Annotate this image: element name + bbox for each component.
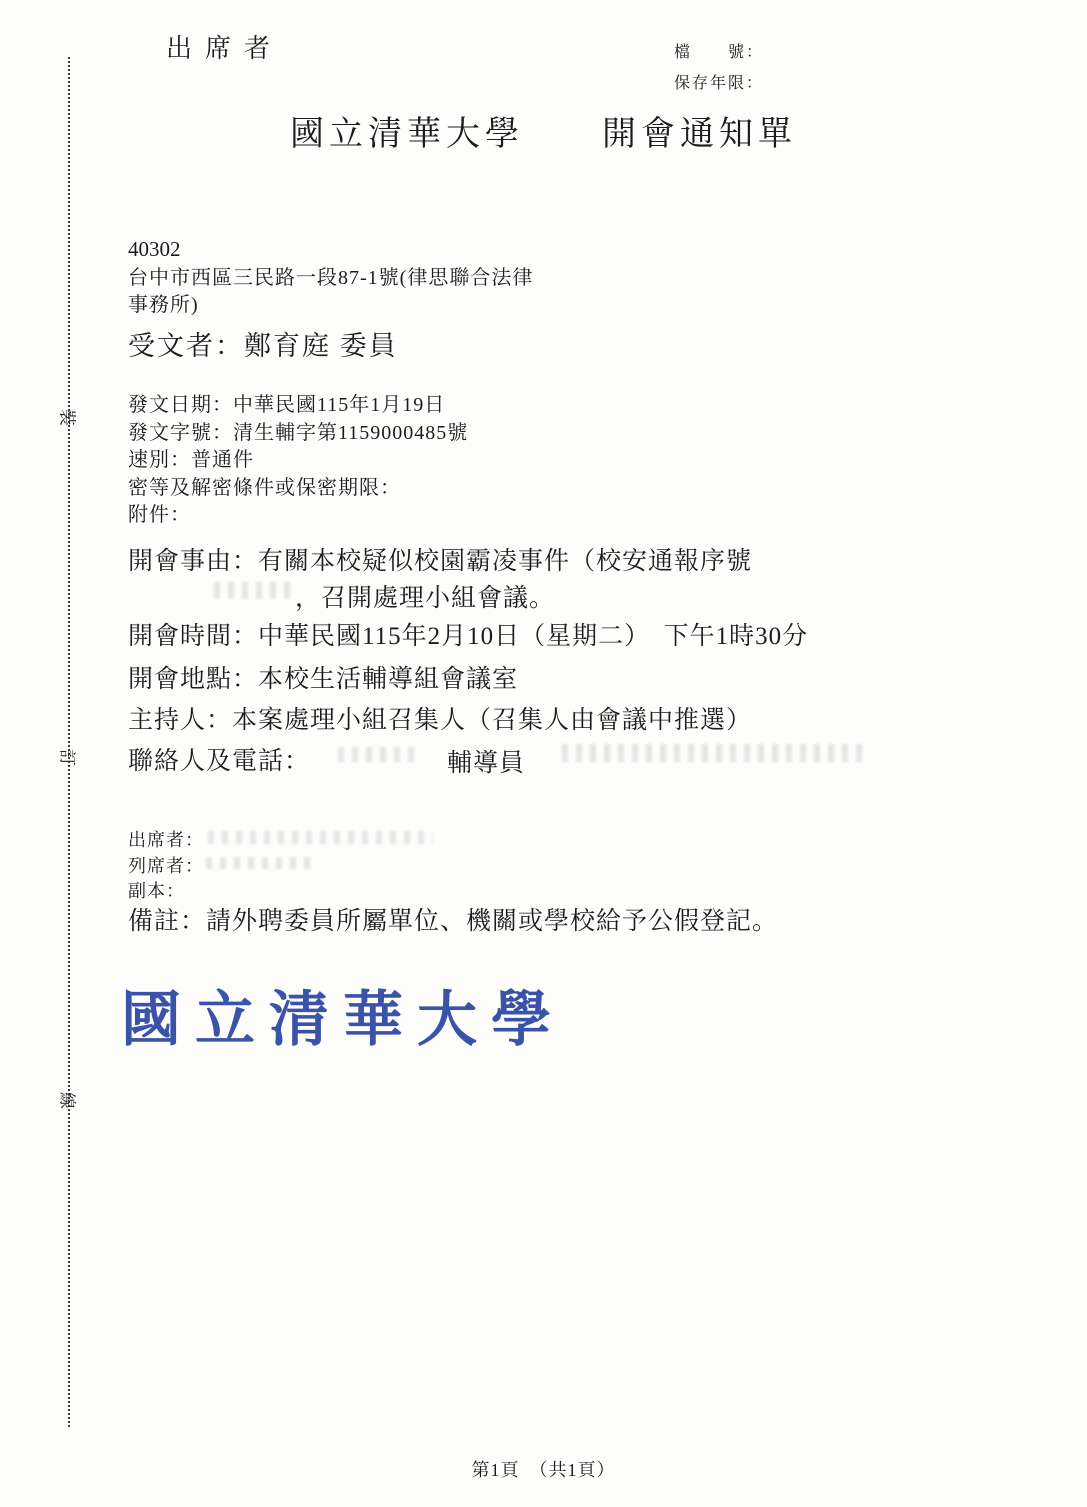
- meeting-subject-line1: 開會事由：有關本校疑似校園霸凌事件（校安通報序號: [128, 548, 753, 575]
- file-number-label: 檔 號：: [674, 44, 765, 61]
- contact-title: 輔導員: [447, 750, 526, 777]
- attachment-line: 附件：: [128, 504, 191, 526]
- binding-char-zhuang: 裝: [57, 409, 77, 426]
- redacted-contact-name: [338, 747, 416, 762]
- redacted-observers: [206, 857, 314, 869]
- speed-class-line: 速別：普通件: [128, 449, 254, 471]
- remarks-line: 備註：請外聘委員所屬單位、機關或學校給予公假登記。: [128, 908, 779, 935]
- file-header-block: [674, 37, 764, 99]
- meeting-place-line: 開會地點：本校生活輔導組會議室: [128, 666, 519, 693]
- document-title: 國立清華大學 開會通知單: [290, 116, 797, 153]
- observers-label: 列席者：: [128, 856, 204, 876]
- postal-code: 40302: [128, 237, 181, 261]
- retention-period-label: 保存年限：: [674, 75, 765, 92]
- corner-note-attendees: 出席者: [166, 34, 284, 63]
- redacted-contact-phone: [562, 744, 862, 762]
- dispatch-date-line: 發文日期：中華民國115年1月19日: [128, 394, 446, 416]
- redacted-attendees: [208, 831, 433, 844]
- university-stamp: 國立清華大學: [121, 987, 565, 1053]
- redacted-case-number: [214, 582, 296, 599]
- binding-char-xian: 線: [57, 1092, 77, 1109]
- dispatch-meta-block: [128, 392, 468, 530]
- address-line-2: 事務所): [128, 294, 199, 316]
- recipient-line: 受文者：鄭育庭 委員: [128, 331, 398, 361]
- meeting-time-line: 開會時間：中華民國115年2月10日（星期二） 下午1時30分: [128, 623, 809, 650]
- address-line-1: 台中市西區三民路一段87-1號(律思聯合法律: [128, 267, 534, 289]
- meeting-subject-line2: ，召開處理小組會議。: [295, 585, 556, 612]
- contact-label: 聯絡人及電話：: [128, 748, 311, 775]
- dispatch-number-line: 發文字號：清生輔字第1159000485號: [128, 421, 469, 444]
- cc-label: 副本：: [128, 881, 185, 901]
- binding-char-ding: 訂: [57, 749, 77, 766]
- page-number-footer: 第1頁 （共1頁）: [471, 1460, 616, 1480]
- attendees-label: 出席者：: [128, 830, 204, 850]
- security-class-line: 密等及解密條件或保密期限：: [128, 476, 401, 499]
- meeting-chair-line: 主持人：本案處理小組召集人（召集人由會議中推選）: [128, 707, 753, 734]
